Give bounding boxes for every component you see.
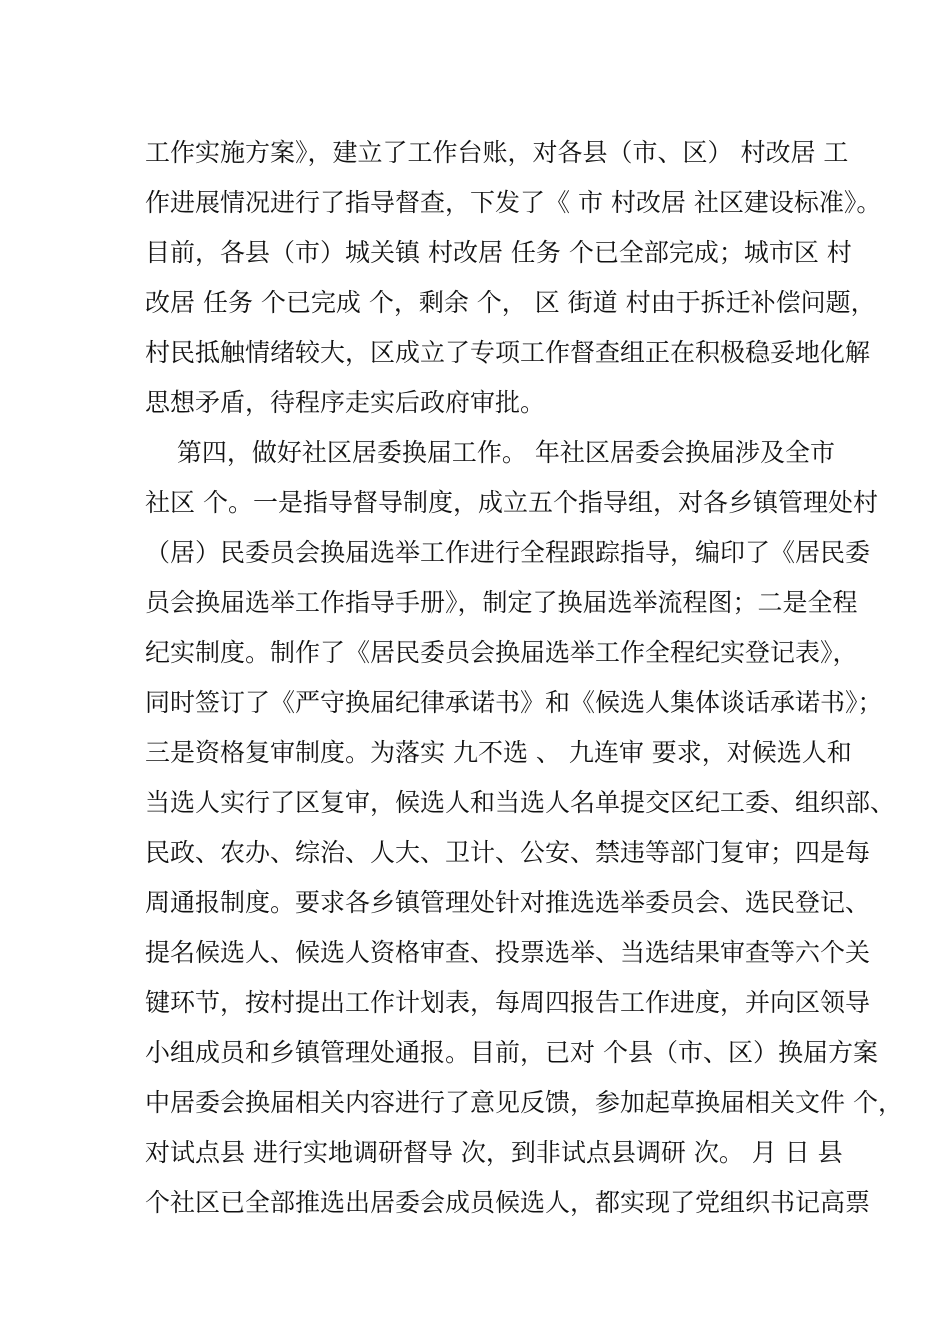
text-line: 对试点县 进行实地调研督导 次，到非试点县调研 次。 月 日 县: [145, 1138, 843, 1167]
text-line: 中居委会换届相关内容进行了意见反馈，参加起草换届相关文件 个，: [145, 1088, 903, 1117]
text-line: 员会换届选举工作指导手册》，制定了换届选举流程图；二是全程: [145, 588, 858, 617]
text-line: 同时签订了《严守换届纪律承诺书》和《候选人集体谈话承诺书》；: [145, 688, 883, 717]
text-line: 周通报制度。要求各乡镇管理处针对推选选举委员会、选民登记、: [145, 888, 871, 917]
body-text: [145, 131, 903, 1231]
text-line: 社区 个。一是指导督导制度，成立五个指导组，对各乡镇管理处村: [145, 488, 878, 517]
text-line: 第四，做好社区居委换届工作。 年社区居委会换届涉及全市: [145, 438, 835, 467]
text-line: 个社区已全部推选出居委会成员候选人，都实现了党组织书记高票: [145, 1188, 871, 1217]
text-line: （居）民委员会换届选举工作进行全程跟踪指导，编印了《居民委: [145, 538, 871, 567]
text-line: 键环节，按村提出工作计划表，每周四报告工作进度，并向区领导: [145, 988, 871, 1017]
text-line: 村民抵触情绪较大，区成立了专项工作督查组正在积极稳妥地化解: [145, 338, 871, 367]
text-line: 工作实施方案》，建立了工作台账，对各县（市、区） 村改居 工: [145, 138, 849, 167]
text-line: 目前，各县（市）城关镇 村改居 任务 个已全部完成；城市区 村: [145, 238, 852, 267]
text-line: 当选人实行了区复审，候选人和当选人名单提交区纪工委、组织部、: [145, 788, 896, 817]
text-line: 纪实制度。制作了《居民委员会换届选举工作全程纪实登记表》，: [145, 638, 858, 667]
text-line: 民政、农办、综治、人大、卫计、公安、禁违等部门复审；四是每: [145, 838, 871, 867]
text-line: 思想矛盾，待程序走实后政府审批。: [145, 388, 546, 417]
text-line: 改居 任务 个已完成 个，剩余 个， 区 街道 村由于拆迁补偿问题，: [145, 288, 876, 317]
text-line: 作进展情况进行了指导督查，下发了《 市 村改居 社区建设标准》。: [145, 188, 882, 217]
text-line: 三是资格复审制度。为落实 九不选 、 九连审 要求，对候选人和: [145, 738, 852, 767]
text-line: 小组成员和乡镇管理处通报。目前，已对 个县（市、区）换届方案: [145, 1038, 878, 1067]
text-line: 提名候选人、候选人资格审查、投票选举、当选结果审查等六个关: [145, 938, 871, 967]
